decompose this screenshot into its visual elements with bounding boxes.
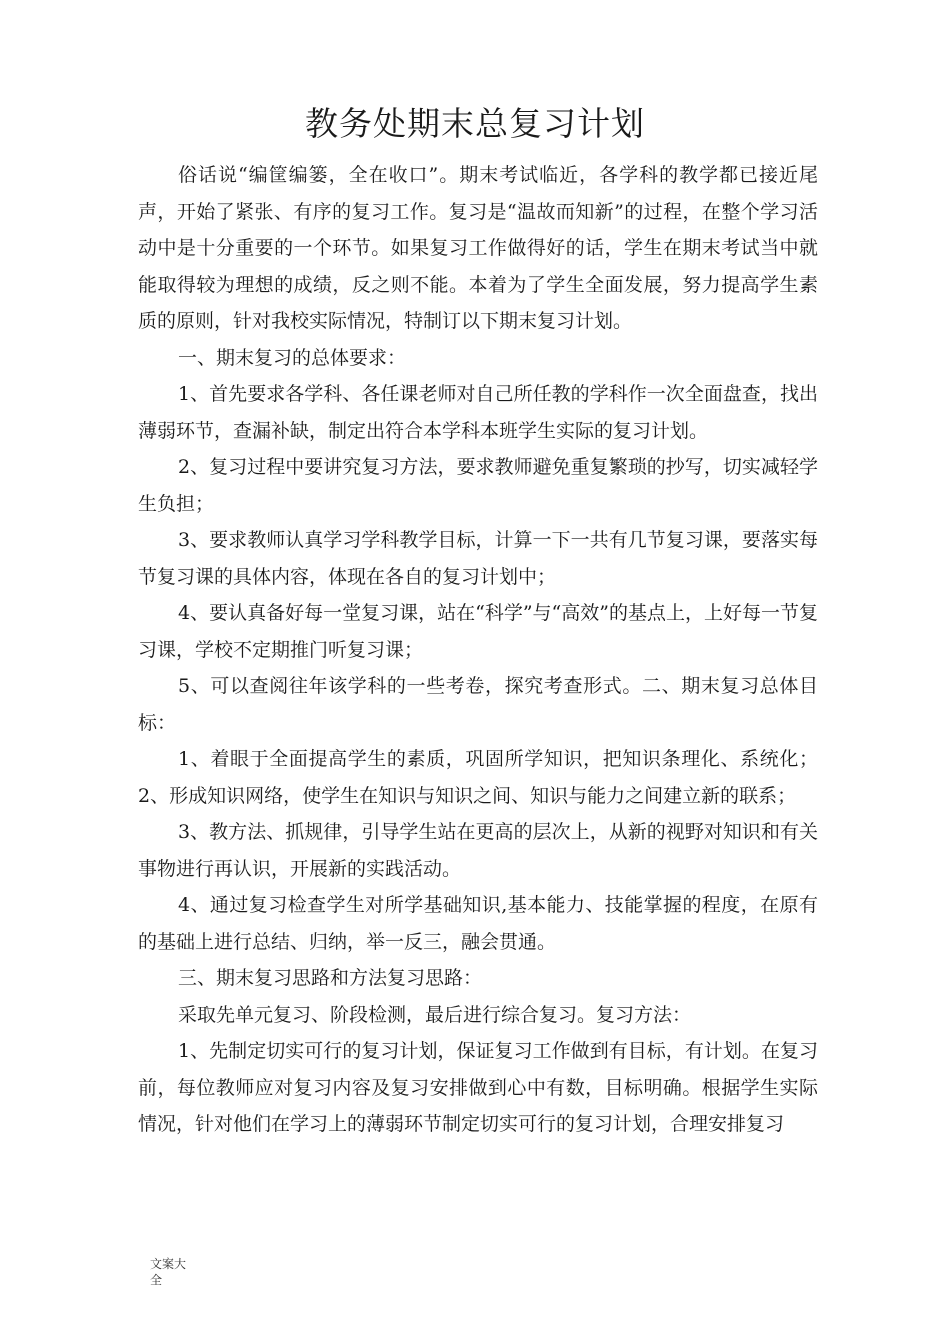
paragraph: 采取先单元复习、阶段检测，最后进行综合复习。复习方法： <box>178 1003 692 1026</box>
paragraph-intro: 俗话说“编筐编篓，全在收口”。期末考试临近，各学科的教学都已接近尾声，开始了紧张、有序的复习工作。复习是“温故而知新”的过程，在整个学习活动中是十分重要的一个环节。如果复习工作做得好的话，学生在期末考试当中就能取得较为理想的成绩，反之则不能。本着为了学生全面发展，努力提高学生素质的原则，针对我校实际情况，特制订以下期末复习计划。 <box>138 164 818 332</box>
paragraph: 4、通过复习检查学生对所学基础知识,基本能力、技能掌握的程度，在原有的基础上进行总结、归纳，举一反三，融会贯通。 <box>138 894 818 953</box>
paragraph: 1、先制定切实可行的复习计划，保证复习工作做到有目标，有计划。在复习前，每位教师应对复习内容及复习安排做到心中有数，目标明确。根据学生实际情况，针对他们在学习上的薄弱环节制定切实可行的复习计划，合理安排复习 <box>138 1040 818 1135</box>
paragraph: 1、着眼于全面提高学生的素质，巩固所学知识，把知识条理化、系统化； 2、形成知识网络，使学生在知识与知识之间、知识与能力之间建立新的联系； <box>138 748 818 807</box>
document-body <box>138 157 818 1143</box>
paragraph: 4、要认真备好每一堂复习课，站在“科学”与“高效”的基点上，上好每一节复习课，学校不定期推门听复习课； <box>138 602 818 661</box>
paragraph: 5、可以查阅往年该学科的一些考卷，探究考查形式。二、期末复习总体目标： <box>138 675 818 734</box>
section-heading-1: 一、期末复习的总体要求： <box>178 346 407 369</box>
document-title: 教务处期末总复习计划 <box>305 104 645 143</box>
page-footer <box>150 1256 200 1288</box>
paragraph: 3、教方法、抓规律，引导学生站在更高的层次上，从新的视野对知识和有关事物进行再认识，开展新的实践活动。 <box>138 821 818 880</box>
footer-text-line-1: 文案大 <box>150 1257 187 1271</box>
paragraph: 1、首先要求各学科、各任课老师对自己所任教的学科作一次全面盘查，找出薄弱环节，查漏补缺，制定出符合本学科本班学生实际的复习计划。 <box>138 383 818 442</box>
paragraph: 3、要求教师认真学习学科教学目标，计算一下一共有几节复习课，要落实每节复习课的具体内容，体现在各自的复习计划中； <box>138 529 818 588</box>
section-heading-3: 三、期末复习思路和方法复习思路： <box>178 967 483 989</box>
footer-text-line-2: 全 <box>150 1273 163 1287</box>
paragraph: 2、复习过程中要讲究复习方法，要求教师避免重复繁琐的抄写，切实减轻学生负担； <box>138 456 818 515</box>
